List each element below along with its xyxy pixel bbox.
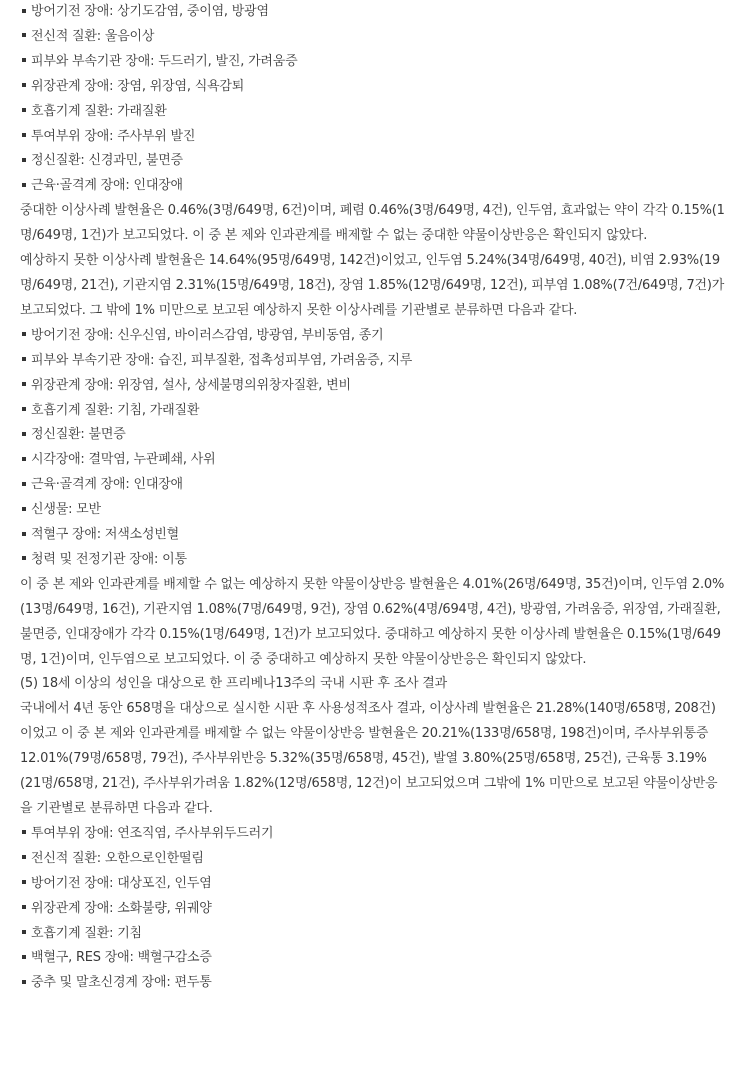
bullet-square-icon bbox=[22, 532, 26, 536]
bullet-square-icon bbox=[22, 432, 26, 436]
bullet-square-icon bbox=[22, 980, 26, 984]
paragraph: 예상하지 못한 이상사례 발현율은 14.64%(95명/649명, 142건)이었고, 인두염 5.24%(34명/649명, 40건), 비염 2.93%(19명/649명, 21건), 기관지염 2.31%(15명/649명, 18건), 장염 1.85%(12명/649명, 12건), 피부염 1.08%(7건/649명, 7건)가 보고되었다. 그 밖에 1% 미만으로 보고된 예상하지 못한 이상사례를 기관별로 분류하면 다음과 같다. bbox=[20, 253, 725, 318]
bullet-item bbox=[20, 448, 726, 473]
bullet-text: 시각장애: 결막염, 누관폐쇄, 사위 bbox=[31, 452, 216, 468]
bullet-text: 정신질환: 신경과민, 불면증 bbox=[31, 153, 183, 169]
bullet-text: 방어기전 장애: 상기도감염, 중이염, 방광염 bbox=[31, 4, 269, 19]
bullet-text: 방어기전 장애: 신우신염, 바이러스감염, 방광염, 부비동염, 종기 bbox=[31, 327, 384, 343]
bullet-item bbox=[20, 349, 726, 374]
bullet-text: 중추 및 말초신경계 장애: 편두통 bbox=[31, 975, 212, 991]
bullet-square-icon bbox=[22, 183, 26, 187]
bullet-text: 호흡기계 질환: 기침, 가래질환 bbox=[31, 402, 200, 418]
bullet-item bbox=[20, 0, 726, 25]
bullet-square-icon bbox=[22, 407, 26, 411]
bullet-text: 근육·골격계 장애: 인대장애 bbox=[31, 178, 183, 194]
bullet-text: 전신적 질환: 오한으로인한떨림 bbox=[31, 850, 204, 866]
bullet-text: 호흡기계 질환: 가래질환 bbox=[31, 103, 167, 119]
bullet-text: 위장관계 장애: 장염, 위장염, 식욕감퇴 bbox=[31, 78, 245, 94]
bullet-text: 청력 및 전정기관 장애: 이통 bbox=[31, 551, 187, 567]
bullet-item bbox=[20, 50, 726, 75]
bullet-square-icon bbox=[22, 830, 26, 834]
bullet-square-icon bbox=[22, 382, 26, 386]
bullet-item bbox=[20, 922, 726, 947]
bullet-square-icon bbox=[22, 930, 26, 934]
bullet-square-icon bbox=[22, 83, 26, 87]
bullet-item bbox=[20, 374, 726, 399]
bullet-square-icon bbox=[22, 457, 26, 461]
bullet-item bbox=[20, 548, 726, 573]
bullet-square-icon bbox=[22, 58, 26, 62]
bullet-text: 정신질환: 불면증 bbox=[31, 427, 126, 443]
bullet-square-icon bbox=[22, 482, 26, 486]
bullet-item bbox=[20, 399, 726, 424]
bullet-text: 피부와 부속기관 장애: 두드러기, 발진, 가려움증 bbox=[31, 53, 298, 69]
bullet-text: 적혈구 장애: 저색소성빈혈 bbox=[31, 527, 179, 543]
bullet-square-icon bbox=[22, 332, 26, 336]
bullet-text: 피부와 부속기관 장애: 습진, 피부질환, 접촉성피부염, 가려움증, 지루 bbox=[31, 352, 413, 368]
bullet-item bbox=[20, 971, 726, 996]
bullet-item bbox=[20, 423, 726, 448]
bullet-square-icon bbox=[22, 880, 26, 884]
paragraph: 이 중 본 제와 인과관계를 배제할 수 없는 예상하지 못한 약물이상반응 발현율은 4.01%(26명/649명, 35건)이며, 인두염 2.0%(13명/649명, 16건), 기관지염 1.08%(7명/649명, 9건), 장염 0.62%(4명/694명, 4건), 방광염, 가려움증, 위장염, 가래질환, 불면증, 인대장애가 각각 0.15%(1명/649명, 1건)가 보고되었다. 중대하고 예상하지 못한 이상사례 발현율은 0.15%(1명/649명, 1건)이며, 인두염으로 보고되었다. 이 중 중대하고 예상하지 못한 약물이상반응은 확인되지 않았다. bbox=[20, 576, 725, 667]
bullet-item bbox=[20, 174, 726, 199]
bullet-square-icon bbox=[22, 108, 26, 112]
bullet-square-icon bbox=[22, 133, 26, 137]
bullet-item bbox=[20, 149, 726, 174]
bullet-item bbox=[20, 324, 726, 349]
bullet-item bbox=[20, 822, 726, 847]
bullet-item bbox=[20, 897, 726, 922]
bullet-square-icon bbox=[22, 9, 26, 13]
bullet-item bbox=[20, 100, 726, 125]
bullet-item bbox=[20, 75, 726, 100]
bullet-square-icon bbox=[22, 507, 26, 511]
bullet-square-icon bbox=[22, 33, 26, 37]
bullet-text: 근육·골격계 장애: 인대장애 bbox=[31, 477, 183, 493]
bullet-item bbox=[20, 523, 726, 548]
paragraph: 국내에서 4년 동안 658명을 대상으로 실시한 시판 후 사용성적조사 결과, 이상사례 발현율은 21.28%(140명/658명, 208건)이었고 이 중 본 제와 인과관계를 배제할 수 없는 약물이상반응 발현율은 20.21%(133명/658명, 198건)이며, 주사부위통증 12.01%(79명/658명, 79건), 주사부위반응 5.32%(35명/658명, 45건), 발열 3.80%(25명/658명, 25건), 근육통 3.19%(21명/658명, 21건), 주사부위가려움 1.82%(12명/658명, 12건)이 보고되었으며 그밖에 1% 미만으로 보고된 약물이상반응을 기관별로 분류하면 다음과 같다. bbox=[20, 701, 718, 816]
bullet-text: 위장관계 장애: 소화불량, 위궤양 bbox=[31, 900, 212, 916]
paragraph: (5) 18세 이상의 성인을 대상으로 한 프리베나13주의 국내 시판 후 조사 결과 bbox=[20, 676, 448, 692]
paragraph: 중대한 이상사례 발현율은 0.46%(3명/649명, 6건)이며, 폐렴 0.46%(3명/649명, 4건), 인두염, 효과없는 약이 각각 0.15%(1명/649명, 1건)가 보고되었다. 이 중 본 제와 인과관계를 배제할 수 없는 중대한 약물이상반응은 확인되지 않았다. bbox=[20, 203, 725, 244]
bullet-text: 방어기전 장애: 대상포진, 인두염 bbox=[31, 875, 212, 891]
bullet-square-icon bbox=[22, 556, 26, 560]
bullet-text: 투여부위 장애: 연조직염, 주사부위두드러기 bbox=[31, 825, 274, 841]
bullet-item bbox=[20, 473, 726, 498]
bullet-text: 투여부위 장애: 주사부위 발진 bbox=[31, 128, 196, 144]
bullet-square-icon bbox=[22, 955, 26, 959]
bullet-square-icon bbox=[22, 855, 26, 859]
bullet-text: 백혈구, RES 장애: 백혈구감소증 bbox=[31, 950, 212, 966]
bullet-text: 전신적 질환: 울음이상 bbox=[31, 28, 155, 44]
bullet-item bbox=[20, 125, 726, 150]
bullet-item bbox=[20, 25, 726, 50]
bullet-item bbox=[20, 946, 726, 971]
bullet-text: 위장관계 장애: 위장염, 설사, 상세불명의위창자질환, 변비 bbox=[31, 377, 351, 393]
bullet-square-icon bbox=[22, 158, 26, 162]
bullet-square-icon bbox=[22, 905, 26, 909]
bullet-item bbox=[20, 847, 726, 872]
bullet-text: 신생물: 모반 bbox=[31, 502, 101, 518]
bullet-square-icon bbox=[22, 357, 26, 361]
bullet-text: 호흡기계 질환: 기침 bbox=[31, 925, 142, 941]
bullet-item bbox=[20, 498, 726, 523]
bullet-item bbox=[20, 872, 726, 897]
